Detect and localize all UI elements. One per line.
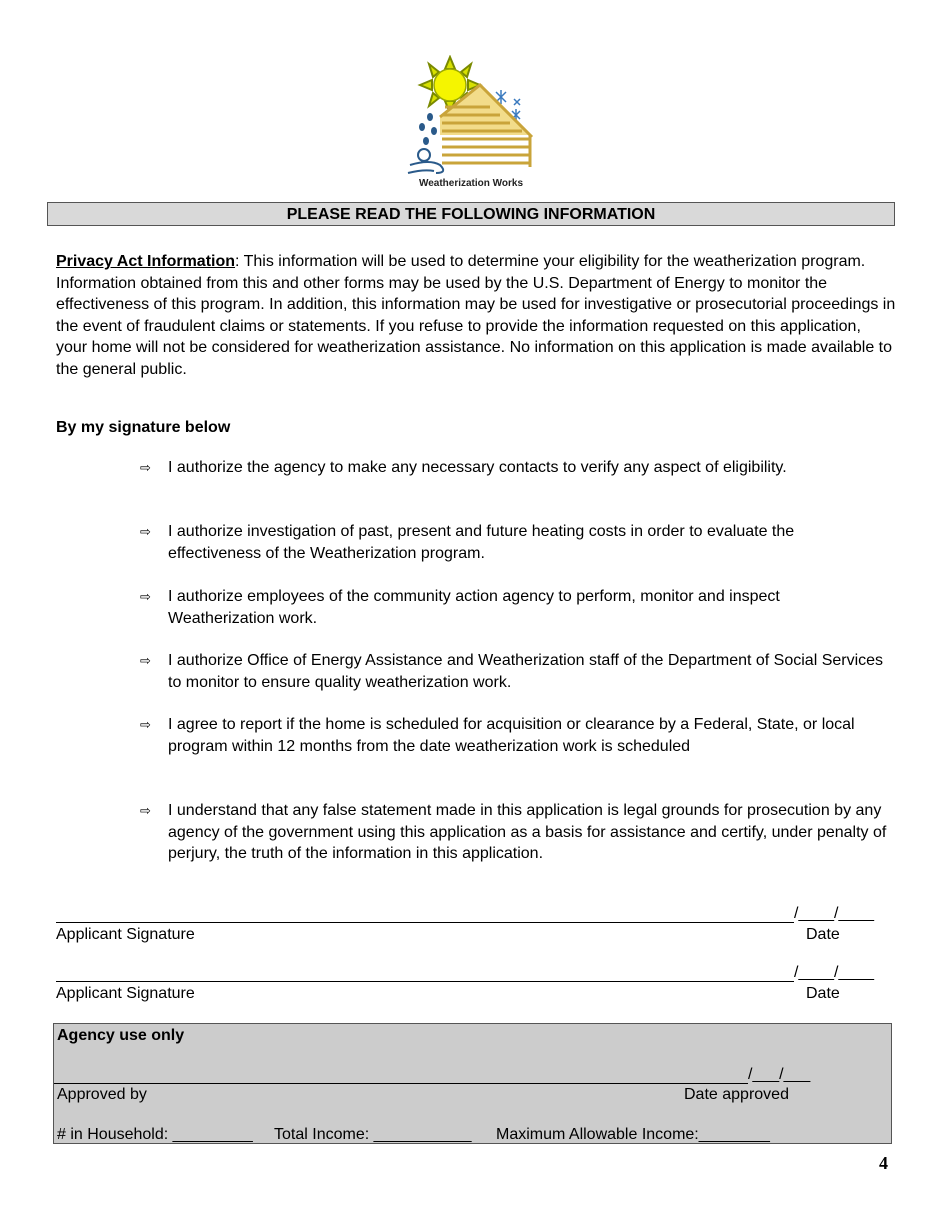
arrow-bullet-icon: ⇨ <box>140 803 151 818</box>
signature-heading: By my signature below <box>56 419 231 436</box>
authorization-text: I authorize the agency to make any necessary contacts to verify any aspect of eligibility. <box>168 459 787 476</box>
signature-date-blank[interactable]: /____/____ <box>794 905 875 922</box>
sun-house-logo-icon <box>400 55 542 180</box>
authorization-item <box>140 714 890 757</box>
arrow-bullet-icon: ⇨ <box>140 653 151 668</box>
authorization-item <box>140 521 890 564</box>
authorization-text: I understand that any false statement made in this application is legal grounds for prosecution by any agency of the government using this application as a basis for assistance and certify, under penalty of perjury, the truth of the information in this application. <box>168 802 887 862</box>
arrow-bullet-icon: ⇨ <box>140 460 151 475</box>
weatherization-logo <box>400 55 542 195</box>
date-approved-label: Date approved <box>684 1086 789 1103</box>
date-label: Date <box>806 985 840 1002</box>
total-income-field[interactable]: Total Income: ___________ <box>274 1126 472 1143</box>
arrow-bullet-icon: ⇨ <box>140 717 151 732</box>
applicant-signature-line[interactable] <box>56 981 794 982</box>
authorization-text: I agree to report if the home is scheduled for acquisition or clearance by a Federal, State, or local program within 12 months from the date weatherization work is scheduled <box>168 716 855 755</box>
arrow-bullet-icon: ⇨ <box>140 524 151 539</box>
agency-use-title: Agency use only <box>57 1027 185 1044</box>
authorization-item <box>140 586 890 629</box>
privacy-act-paragraph <box>56 251 896 380</box>
date-approved-blank[interactable]: /___/___ <box>748 1066 811 1083</box>
applicant-signature-label: Applicant Signature <box>56 985 195 1002</box>
authorization-text: I authorize Office of Energy Assistance and Weatherization staff of the Department of Social Services to monitor to ensure quality weatherization work. <box>168 652 884 691</box>
privacy-act-label: Privacy Act Information <box>56 253 236 270</box>
approved-by-label: Approved by <box>57 1086 147 1103</box>
applicant-signature-line[interactable] <box>56 922 794 923</box>
household-count-field[interactable]: # in Household: _________ <box>57 1126 253 1143</box>
arrow-bullet-icon: ⇨ <box>140 589 151 604</box>
logo-caption: Weatherization Works <box>418 178 524 189</box>
signature-date-blank[interactable]: /____/____ <box>794 964 875 981</box>
applicant-signature-label: Applicant Signature <box>56 926 195 943</box>
approved-by-line[interactable] <box>54 1083 748 1084</box>
authorization-item <box>140 457 890 479</box>
authorization-text: I authorize employees of the community action agency to perform, monitor and inspect Weatherization work. <box>168 588 780 627</box>
authorization-item <box>140 650 890 693</box>
date-label: Date <box>806 926 840 943</box>
notice-banner: PLEASE READ THE FOLLOWING INFORMATION <box>47 202 895 226</box>
authorization-text: I authorize investigation of past, present and future heating costs in order to evaluate the effectiveness of the Weatherization program. <box>168 523 795 562</box>
agency-use-box <box>53 1023 892 1144</box>
authorization-item <box>140 800 890 865</box>
page-number: 4 <box>879 1153 888 1173</box>
max-allowable-income-field[interactable]: Maximum Allowable Income:________ <box>496 1126 770 1143</box>
privacy-act-text: : This information will be used to determine your eligibility for the weatherization program. Information obtained from this and other forms may be used by the U.S. Department of Energy to monitor the effectiveness of this program. In addition, this information may be used for investigative or prosecutorial proceedings in the event of fraudulent claims or statements. If you refuse to provide the information requested on this application, your home will not be considered for weatherization assistance. No information on this application is made available to the general public. <box>56 253 896 378</box>
